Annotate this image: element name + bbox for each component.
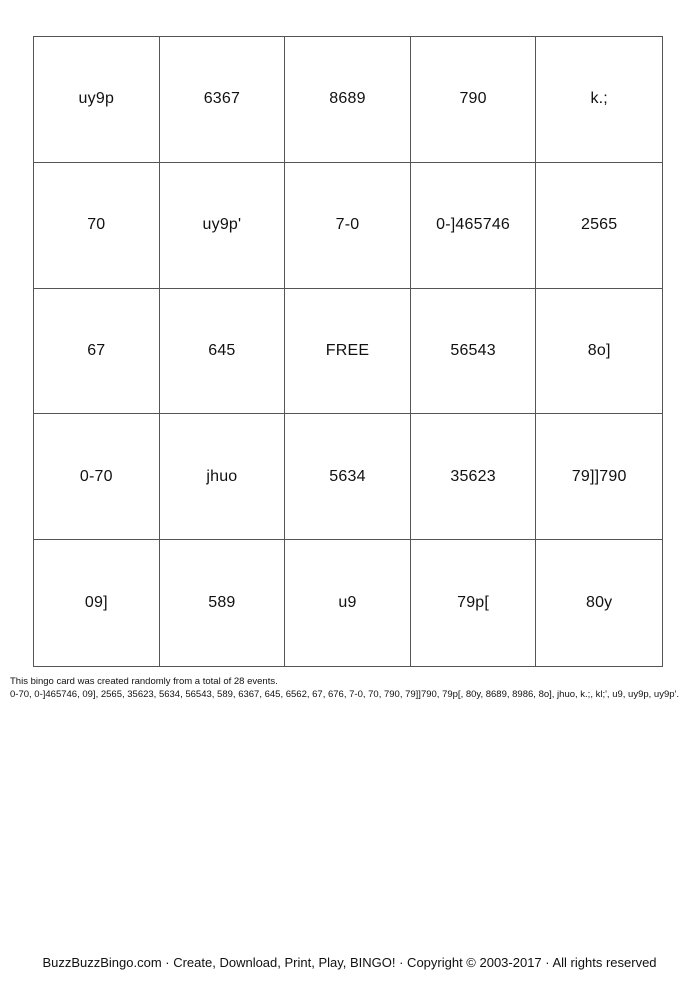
bingo-cell: uy9p' (160, 163, 286, 289)
bingo-cell: jhuo (160, 414, 286, 540)
bingo-cell: 589 (160, 540, 286, 666)
bingo-cell: 6367 (160, 37, 286, 163)
card-footnote (10, 675, 692, 701)
bingo-cell: 645 (160, 289, 286, 415)
bingo-cell: 70 (34, 163, 160, 289)
site-footer-copyright: BuzzBuzzBingo.com · Create, Download, Print, Play, BINGO! · Copyright © 2003-2017 · All rights reserved (42, 955, 657, 970)
bingo-cell: 09] (34, 540, 160, 666)
bingo-cell: 5634 (285, 414, 411, 540)
bingo-cell: 0-70 (34, 414, 160, 540)
bingo-cell: 56543 (411, 289, 537, 415)
bingo-cell: 0-]465746 (411, 163, 537, 289)
bingo-cell: 79p[ (411, 540, 537, 666)
bingo-grid (33, 36, 663, 667)
bingo-cell: u9 (285, 540, 411, 666)
bingo-cell: uy9p (34, 37, 160, 163)
footnote-summary: This bingo card was created randomly from a total of 28 events. (10, 676, 278, 687)
bingo-cell: 80y (585, 594, 613, 612)
footnote-events-list: 0-70, 0-]465746, 09], 2565, 35623, 5634, 56543, 589, 6367, 645, 6562, 67, 676, 7-0, 70, 790, 79]]790, 79p[, 80y, 8689, 8986, 8o], jhuo, k.;, kl;', u9, uy9p, uy9p'. (10, 689, 679, 700)
bingo-cell: k.; (536, 37, 662, 163)
bingo-cell-free: FREE (285, 289, 411, 415)
bingo-cell: 2565 (536, 163, 662, 289)
bingo-cell: 8o] (536, 289, 662, 415)
bingo-cell: 7-0 (285, 163, 411, 289)
bingo-cell: 8689 (285, 37, 411, 163)
bingo-cell: 79]]790 (536, 414, 662, 540)
bingo-cell: 67 (34, 289, 160, 415)
bingo-cell: 790 (411, 37, 537, 163)
bingo-cell: 35623 (411, 414, 537, 540)
